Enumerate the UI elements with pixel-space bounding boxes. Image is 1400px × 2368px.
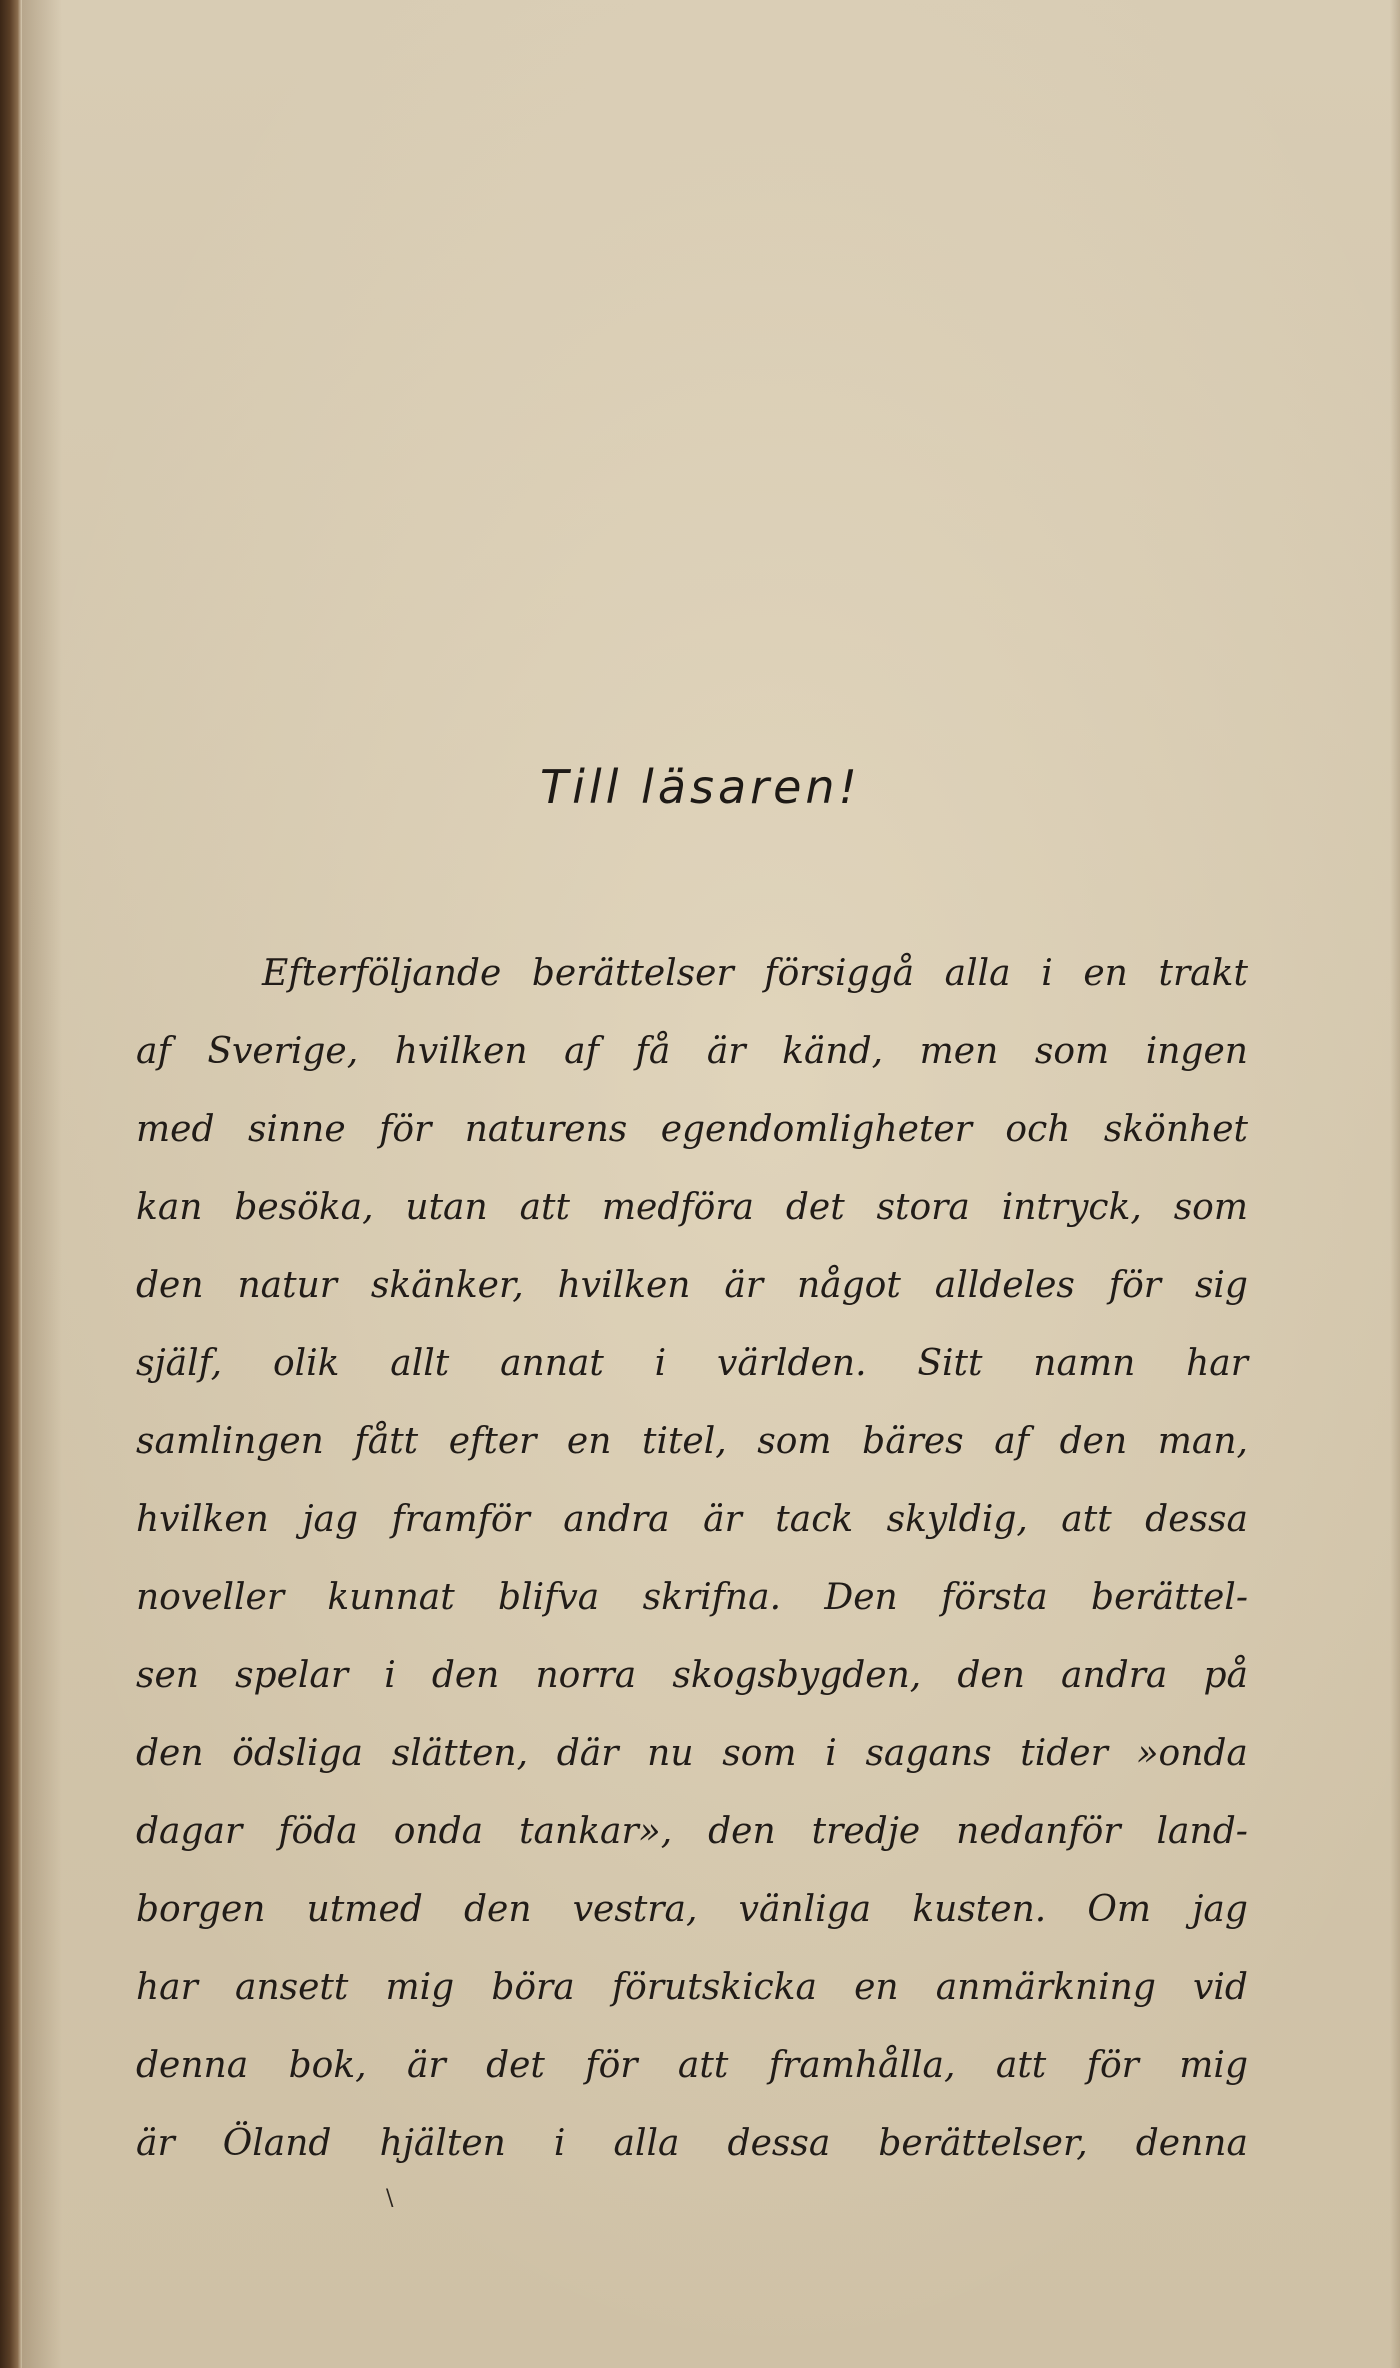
text-line bbox=[136, 1091, 1248, 1169]
text-line bbox=[136, 1559, 1248, 1637]
word: sinne bbox=[247, 1109, 346, 1150]
word: första bbox=[941, 1577, 1048, 1618]
word: förutskicka bbox=[611, 1967, 817, 2008]
word: och bbox=[1005, 1109, 1071, 1150]
word: är bbox=[703, 1499, 742, 1540]
word: andra bbox=[1061, 1655, 1168, 1696]
word: fått bbox=[354, 1421, 419, 1462]
word: Sverige, bbox=[207, 1031, 359, 1072]
word: land- bbox=[1156, 1811, 1248, 1852]
word: vid bbox=[1193, 1967, 1248, 2008]
word: alla bbox=[944, 953, 1011, 994]
word: dessa bbox=[1145, 1499, 1248, 1540]
gutter-shadow bbox=[22, 0, 62, 2368]
book-binding bbox=[0, 0, 22, 2368]
word: framför bbox=[391, 1499, 530, 1540]
word: kan bbox=[136, 1187, 203, 1228]
word: dagar bbox=[136, 1811, 243, 1852]
word: samlingen bbox=[136, 1421, 324, 1462]
word: hvilken bbox=[394, 1031, 528, 1072]
word: är bbox=[406, 2045, 446, 2086]
word: i bbox=[825, 1733, 837, 1774]
word: denna bbox=[1135, 2123, 1248, 2164]
word: den bbox=[463, 1889, 532, 1930]
word: något bbox=[796, 1265, 901, 1306]
word: Sitt bbox=[917, 1343, 983, 1384]
word: naturens bbox=[464, 1109, 628, 1150]
word: i bbox=[384, 1655, 396, 1696]
word: skönhet bbox=[1103, 1109, 1248, 1150]
word: i bbox=[654, 1343, 667, 1384]
word: framhålla, bbox=[768, 2045, 956, 2086]
word: stora bbox=[876, 1187, 970, 1228]
text-line bbox=[136, 1247, 1248, 1325]
word: kusten. bbox=[912, 1889, 1047, 1930]
word: den bbox=[136, 1733, 204, 1774]
word: känd, bbox=[782, 1031, 884, 1072]
text-line bbox=[136, 1793, 1248, 1871]
text-line bbox=[136, 1325, 1248, 1403]
word: en bbox=[566, 1421, 612, 1462]
word: Öland bbox=[222, 2123, 332, 2164]
word: föda bbox=[278, 1811, 358, 1852]
page-edge bbox=[1390, 0, 1400, 2368]
word: ansett bbox=[234, 1967, 349, 2008]
word: för bbox=[379, 1109, 432, 1150]
word: bok, bbox=[288, 2045, 367, 2086]
word: medföra bbox=[601, 1187, 754, 1228]
word: mig bbox=[1179, 2045, 1248, 2086]
word: nu bbox=[647, 1733, 694, 1774]
word: det bbox=[785, 1187, 845, 1228]
text-line bbox=[136, 1169, 1248, 1247]
word: norra bbox=[535, 1655, 637, 1696]
stray-ink-mark: \ bbox=[386, 2186, 394, 2211]
word: jag bbox=[1192, 1889, 1248, 1930]
page-heading: Till läsaren! bbox=[540, 760, 861, 814]
word: natur bbox=[237, 1265, 337, 1306]
word: sagans bbox=[865, 1733, 992, 1774]
text-line bbox=[136, 2027, 1248, 2105]
word: andra bbox=[563, 1499, 670, 1540]
word: som bbox=[722, 1733, 797, 1774]
text-line bbox=[136, 1949, 1248, 2027]
word: har bbox=[1186, 1343, 1248, 1384]
word: hjälten bbox=[379, 2123, 506, 2164]
word: olik bbox=[272, 1343, 340, 1384]
word: men bbox=[919, 1031, 999, 1072]
word: att bbox=[677, 2045, 729, 2086]
word: som bbox=[1173, 1187, 1248, 1228]
text-line bbox=[136, 1403, 1248, 1481]
word: för bbox=[1108, 1265, 1162, 1306]
word: sen bbox=[136, 1655, 199, 1696]
word: berättelser bbox=[531, 953, 734, 994]
word: skyldig, bbox=[886, 1499, 1028, 1540]
word: af bbox=[564, 1031, 599, 1072]
word: den bbox=[957, 1655, 1025, 1696]
word: är bbox=[706, 1031, 746, 1072]
word: det bbox=[486, 2045, 545, 2086]
word: jag bbox=[302, 1499, 358, 1540]
word: spelar bbox=[235, 1655, 349, 1696]
word: världen. bbox=[717, 1343, 867, 1384]
word: att bbox=[995, 2045, 1047, 2086]
word: bäres bbox=[862, 1421, 964, 1462]
body-paragraph bbox=[136, 935, 1248, 2183]
word: kunnat bbox=[327, 1577, 455, 1618]
word: för bbox=[1086, 2045, 1139, 2086]
text-line bbox=[136, 2105, 1248, 2183]
word: egendomligheter bbox=[660, 1109, 972, 1150]
word: hvilken bbox=[136, 1499, 269, 1540]
word: i bbox=[553, 2123, 566, 2164]
word: att bbox=[519, 1187, 570, 1228]
word: tankar», bbox=[519, 1811, 673, 1852]
word: utan bbox=[405, 1187, 488, 1228]
word: den bbox=[431, 1655, 500, 1696]
word: borgen bbox=[136, 1889, 266, 1930]
word: alla bbox=[613, 2123, 680, 2164]
word: den bbox=[1059, 1421, 1128, 1462]
word: efter bbox=[448, 1421, 537, 1462]
word: sig bbox=[1194, 1265, 1248, 1306]
word: namn bbox=[1033, 1343, 1136, 1384]
word: af bbox=[994, 1421, 1030, 1462]
word: för bbox=[585, 2045, 638, 2086]
word: vestra, bbox=[572, 1889, 698, 1930]
word: som bbox=[1034, 1031, 1110, 1072]
word: en bbox=[854, 1967, 899, 2008]
word: böra bbox=[491, 1967, 575, 2008]
word: nedanför bbox=[956, 1811, 1121, 1852]
word: själf, bbox=[136, 1343, 223, 1384]
word: trakt bbox=[1158, 953, 1248, 994]
word: mig bbox=[385, 1967, 455, 2008]
word: slätten, bbox=[391, 1733, 529, 1774]
word: en bbox=[1083, 953, 1128, 994]
word: hvilken bbox=[557, 1265, 691, 1306]
word: allt bbox=[390, 1343, 450, 1384]
word: tack bbox=[775, 1499, 854, 1540]
word: på bbox=[1203, 1655, 1248, 1696]
word: ödsliga bbox=[232, 1733, 363, 1774]
word: skänker, bbox=[370, 1265, 524, 1306]
word: noveller bbox=[136, 1577, 285, 1618]
word: besöka, bbox=[234, 1187, 374, 1228]
word: berättelser, bbox=[878, 2123, 1088, 2164]
word: få bbox=[635, 1031, 671, 1072]
word: är bbox=[136, 2123, 175, 2164]
word: utmed bbox=[306, 1889, 423, 1930]
text-line bbox=[136, 935, 1248, 1013]
text-line bbox=[136, 1013, 1248, 1091]
word: i bbox=[1041, 953, 1053, 994]
text-line bbox=[136, 1481, 1248, 1559]
word: dessa bbox=[727, 2123, 831, 2164]
text-line bbox=[136, 1715, 1248, 1793]
word: som bbox=[757, 1421, 832, 1462]
word: »onda bbox=[1136, 1733, 1248, 1774]
word: intryck, bbox=[1001, 1187, 1142, 1228]
word: den bbox=[136, 1265, 204, 1306]
word: anmärkning bbox=[935, 1967, 1156, 2008]
word: med bbox=[136, 1109, 215, 1150]
word: försiggå bbox=[764, 953, 915, 994]
word: berättel- bbox=[1091, 1577, 1248, 1618]
word: alldeles bbox=[934, 1265, 1075, 1306]
word: att bbox=[1061, 1499, 1112, 1540]
word: där bbox=[556, 1733, 619, 1774]
text-line bbox=[136, 1637, 1248, 1715]
word: annat bbox=[500, 1343, 604, 1384]
word: skogsbygden, bbox=[672, 1655, 922, 1696]
word: har bbox=[136, 1967, 198, 2008]
word: ingen bbox=[1145, 1031, 1248, 1072]
word: titel, bbox=[641, 1421, 727, 1462]
word: af bbox=[136, 1031, 171, 1072]
word: blifva bbox=[498, 1577, 600, 1618]
text-line bbox=[136, 1871, 1248, 1949]
word: tider bbox=[1020, 1733, 1108, 1774]
word: är bbox=[724, 1265, 764, 1306]
word: man, bbox=[1157, 1421, 1248, 1462]
word: onda bbox=[393, 1811, 484, 1852]
word: vänliga bbox=[738, 1889, 872, 1930]
word: den bbox=[708, 1811, 776, 1852]
word: denna bbox=[136, 2045, 249, 2086]
word: Efterföljande bbox=[262, 953, 502, 994]
word: Den bbox=[824, 1577, 898, 1618]
word: skrifna. bbox=[642, 1577, 782, 1618]
word: tredje bbox=[811, 1811, 921, 1852]
word: Om bbox=[1087, 1889, 1152, 1930]
